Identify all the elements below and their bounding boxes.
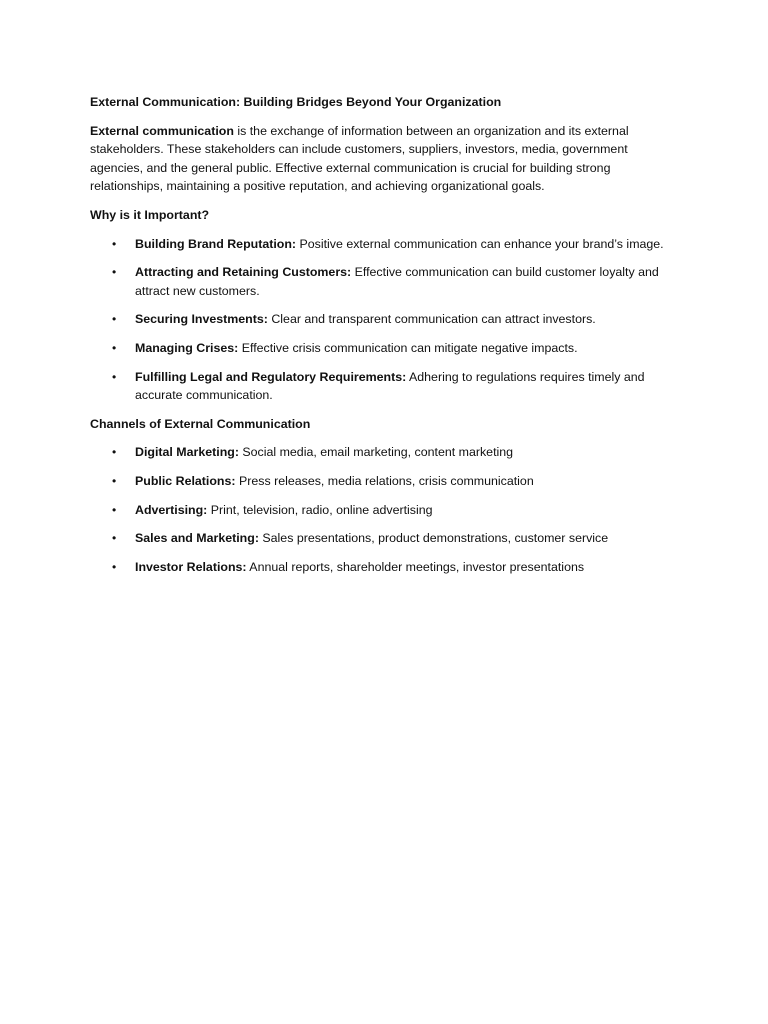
- document-page: [90, 93, 680, 586]
- list-item: [90, 368, 680, 405]
- bullet-icon: •: [112, 265, 117, 280]
- list-item: [90, 235, 680, 254]
- item-text: Adhering to regulations requires timely and accurate communication.: [135, 369, 645, 403]
- item-label: Digital Marketing:: [135, 445, 239, 460]
- item-label: Fulfilling Legal and Regulatory Requirements:: [135, 369, 407, 384]
- item-text: Sales presentations, product demonstrations, customer service: [258, 531, 609, 546]
- list-item: [90, 263, 680, 300]
- item-text: Clear and transparent communication can attract investors.: [267, 312, 596, 327]
- bullet-icon: •: [112, 236, 117, 251]
- bullet-icon: •: [112, 473, 117, 488]
- list-item: [90, 472, 680, 491]
- importance-list: [90, 235, 680, 405]
- intro-text: is the exchange of information between an organization and its external stakeholders. These stakeholders can include customers, suppliers, investors, media, government agencies, and the general public. Effective external communication is crucial for building strong relationships, maintaining a positive reputation, and achieving organizational goals.: [90, 123, 629, 194]
- item-label: Securing Investments:: [135, 312, 268, 327]
- bullet-icon: •: [112, 502, 117, 517]
- list-item: [90, 443, 680, 462]
- item-text: Print, television, radio, online advertising: [207, 502, 433, 517]
- bullet-icon: •: [112, 445, 117, 460]
- item-text: Press releases, media relations, crisis communication: [235, 473, 534, 488]
- bullet-icon: •: [112, 340, 117, 355]
- item-label: Attracting and Retaining Customers:: [135, 265, 352, 280]
- list-item: [90, 501, 680, 520]
- item-label: Advertising:: [135, 502, 208, 517]
- channels-heading: Channels of External Communication: [90, 416, 311, 431]
- bullet-icon: •: [112, 312, 117, 327]
- item-text: Social media, email marketing, content marketing: [238, 445, 514, 460]
- bullet-icon: •: [112, 531, 117, 546]
- item-text: Positive external communication can enhance your brand’s image.: [296, 236, 664, 251]
- list-item: [90, 310, 680, 329]
- item-label: Managing Crises:: [135, 340, 239, 355]
- importance-heading: Why is it Important?: [90, 207, 210, 222]
- item-label: Building Brand Reputation:: [135, 236, 297, 251]
- item-text: Effective crisis communication can mitigate negative impacts.: [238, 340, 578, 355]
- document-title: External Communication: Building Bridges Beyond Your Organization: [90, 95, 502, 109]
- list-item: [90, 529, 680, 548]
- bullet-icon: •: [112, 369, 117, 384]
- item-label: Investor Relations:: [135, 559, 247, 574]
- bullet-icon: •: [112, 559, 117, 574]
- list-item: [90, 339, 680, 358]
- item-label: Public Relations:: [135, 473, 236, 488]
- channels-list: [90, 443, 680, 576]
- item-label: Sales and Marketing:: [135, 531, 259, 546]
- item-text: Annual reports, shareholder meetings, investor presentations: [246, 559, 585, 574]
- intro-term: External communication: [90, 123, 234, 138]
- item-text: Effective communication can build customer loyalty and attract new customers.: [135, 265, 659, 298]
- intro-paragraph: [90, 122, 680, 196]
- list-item: [90, 558, 680, 577]
